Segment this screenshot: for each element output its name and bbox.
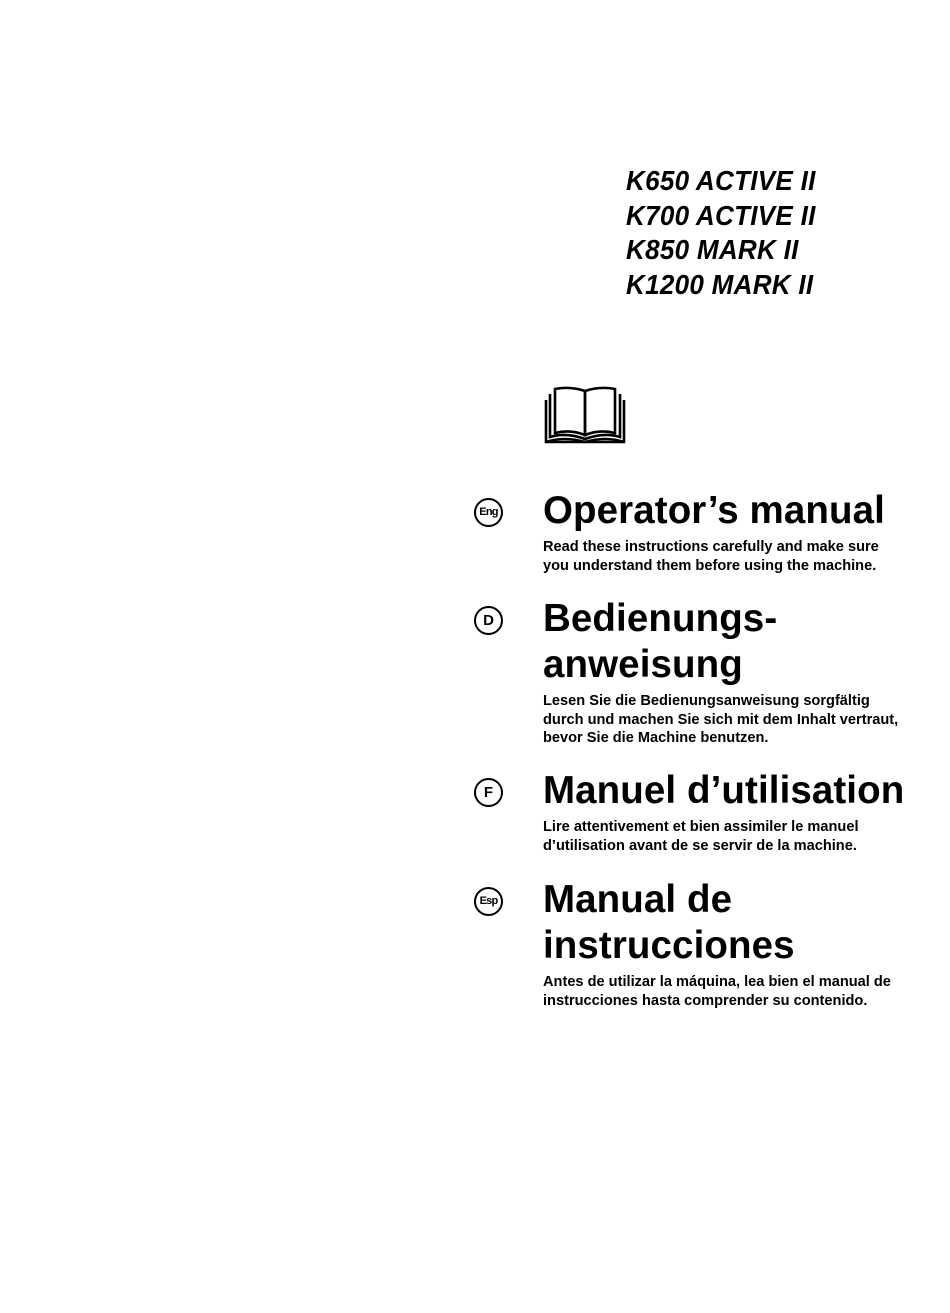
lang-badge-d: D [474, 606, 503, 635]
desc-line: instrucciones hasta comprender su contenido. [543, 992, 868, 1009]
section-heading [543, 768, 923, 814]
section-body [543, 596, 923, 748]
desc-line: Lesen Sie die Bedienungsanweisung sorgfältig [543, 693, 870, 709]
lang-badge-esp: Esp [474, 887, 503, 916]
section-description [543, 818, 923, 855]
lang-badge-f: F [474, 778, 503, 807]
section-description [543, 692, 923, 748]
desc-line: durch und machen Sie sich mit dem Inhalt vertraut, [543, 711, 899, 728]
model-name: K850 MARK II [626, 234, 799, 265]
heading-line: Bedienungs- [543, 597, 778, 640]
model-name: K700 ACTIVE II [626, 199, 816, 231]
section-body [543, 768, 923, 855]
section-heading [543, 596, 923, 688]
desc-line: Antes de utilizar la máquina, lea bien el manual de [543, 974, 891, 990]
heading-line: anweisung [543, 643, 743, 686]
heading-line: Manuel d’utilisation [543, 769, 905, 812]
section-body [543, 877, 923, 1010]
section-description [543, 973, 923, 1010]
desc-line: d’utilisation avant de se servir de la machine. [543, 837, 857, 854]
desc-line: bevor Sie die Machine benutzen. [543, 730, 769, 746]
section-body [543, 488, 923, 575]
heading-line: instrucciones [543, 924, 795, 967]
section-description [543, 538, 923, 575]
desc-line: Read these instructions carefully and make sure [543, 539, 879, 555]
heading-line: Operator’s manual [543, 489, 885, 532]
heading-line: Manual de [543, 878, 733, 921]
section-heading [543, 877, 923, 969]
open-book-icon [544, 386, 626, 446]
model-name: K1200 MARK II [626, 268, 814, 300]
desc-line: Lire attentivement et bien assimiler le manuel [543, 819, 859, 835]
model-list [626, 164, 830, 302]
section-heading [543, 488, 923, 534]
lang-badge-eng: Eng [474, 498, 503, 527]
desc-line: you understand them before using the machine. [543, 557, 877, 574]
model-name: K650 ACTIVE II [626, 165, 816, 196]
